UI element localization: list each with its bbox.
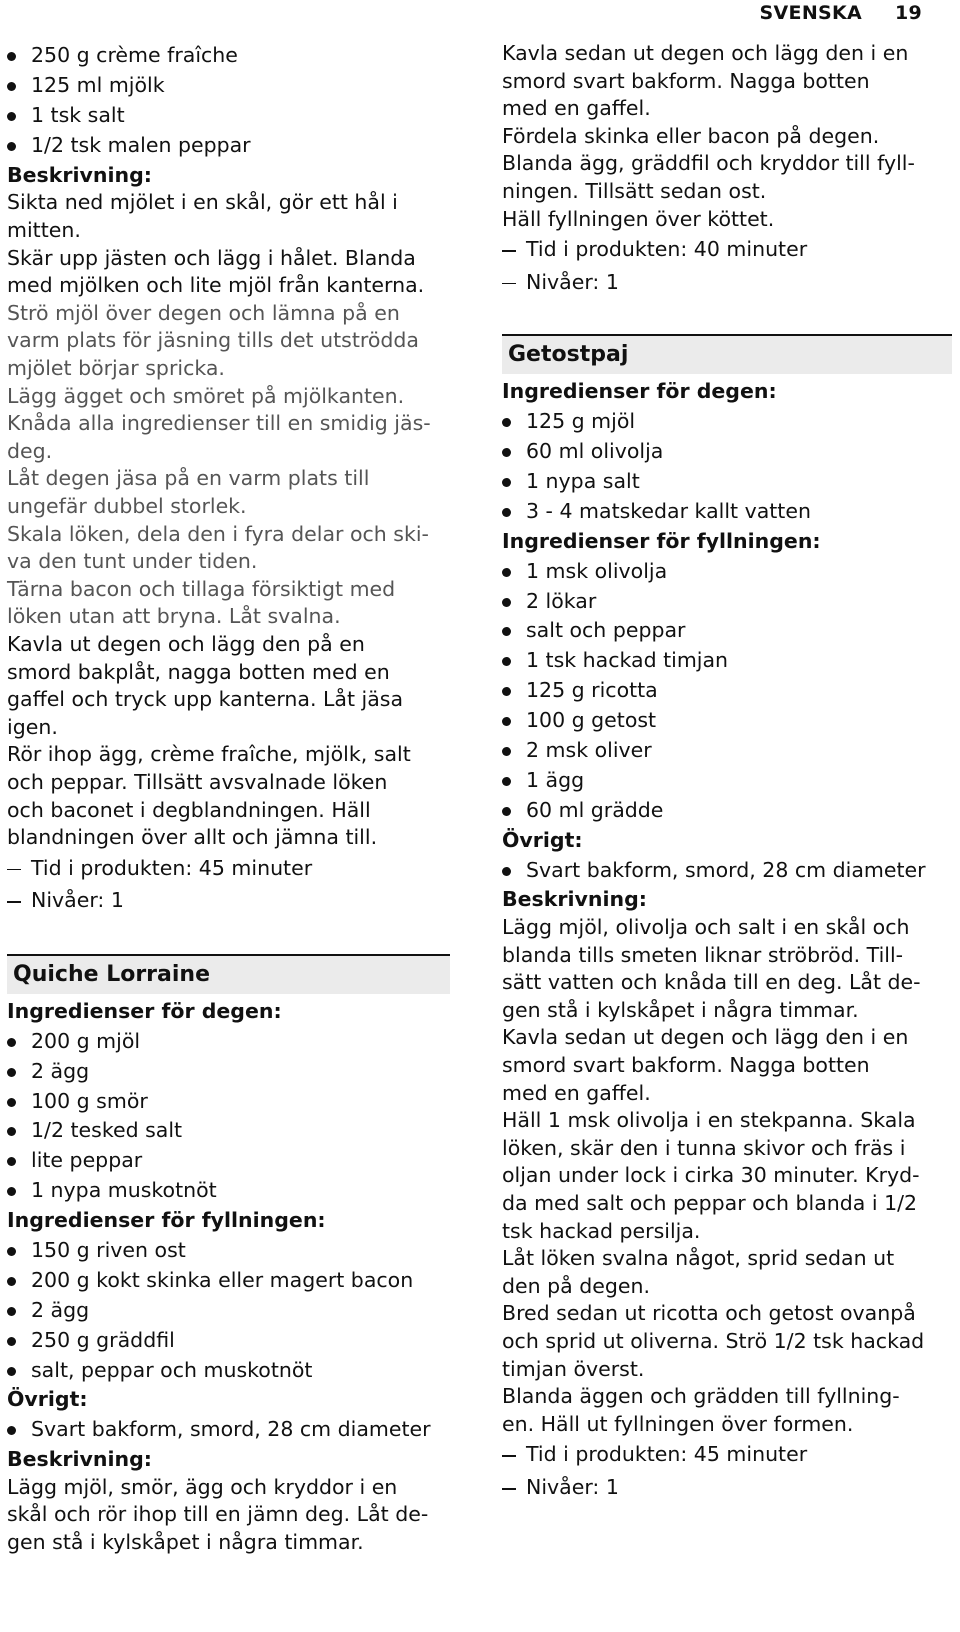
description-text — [7, 189, 450, 851]
text-line: va den tunt under tiden. — [7, 549, 258, 574]
time-info: Tid i produkten: 45 minuter — [7, 855, 450, 883]
text-line: och peppar. Tillsätt avsvalnade löken — [7, 769, 388, 794]
text-line: deg. — [7, 438, 53, 463]
list-item: 150 g riven ost — [7, 1237, 450, 1265]
text-line: med mjölken och lite mjöl från kanterna. — [7, 273, 425, 298]
text-line: blanda tills smeten liknar ströbröd. Till- — [502, 942, 904, 967]
text-line: Häll fyllningen över köttet. — [502, 206, 775, 231]
filling-ingredient-list — [502, 558, 952, 825]
text-line: löken utan att bryna. Låt svalna. — [7, 604, 341, 629]
text-line: blandningen över allt och jämna till. — [7, 825, 378, 850]
text-line: Låt löken svalna något, sprid sedan ut — [502, 1246, 895, 1271]
list-item: 250 g gräddfil — [7, 1327, 450, 1355]
text-line: tsk hackad persilja. — [502, 1218, 701, 1243]
text-line: ningen. Tillsätt sedan ost. — [502, 178, 767, 203]
text-line: da med salt och peppar och blanda i 1/2 — [502, 1191, 918, 1216]
list-item: 100 g getost — [502, 707, 952, 735]
filling-ingredients-heading: Ingredienser för fyllningen: — [502, 528, 821, 553]
list-item: salt, peppar och muskotnöt — [7, 1357, 450, 1385]
text-line: med en gaffel. — [502, 1080, 651, 1105]
list-item: 1 msk olivolja — [502, 558, 952, 586]
description-heading: Beskrivning: — [502, 887, 647, 912]
text-line: smord svart bakform. Nagga botten — [502, 68, 870, 93]
list-item: 2 msk oliver — [502, 737, 952, 765]
other-heading: Övrigt: — [502, 827, 583, 852]
text-line: Kavla ut degen och lägg den på en — [7, 631, 365, 656]
list-item: 250 g crème fraîche — [7, 42, 450, 70]
text-line: Blanda äggen och grädden till fyllning- — [502, 1384, 900, 1409]
ingredient-list — [7, 42, 450, 159]
text-line: gen stå i kylskåpet i några timmar. — [502, 997, 859, 1022]
time-info: Tid i produkten: 45 minuter — [502, 1441, 952, 1469]
filling-ingredient-list — [7, 1237, 450, 1384]
list-item: 1/2 tsk malen peppar — [7, 132, 450, 160]
description-heading: Beskrivning: — [7, 162, 152, 187]
filling-ingredients-heading: Ingredienser för fyllningen: — [7, 1208, 326, 1233]
text-line: Blanda ägg, gräddfil och kryddor till fyll- — [502, 151, 915, 176]
text-line: Kavla sedan ut degen och lägg den i en — [502, 41, 909, 65]
text-line: Lägg mjöl, smör, ägg och kryddor i en — [7, 1474, 398, 1499]
text-line: Häll 1 msk olivolja i en stekpanna. Skala — [502, 1108, 916, 1133]
list-item: 60 ml olivolja — [502, 438, 952, 466]
time-info: Tid i produkten: 40 minuter — [502, 236, 952, 264]
list-item: Svart bakform, smord, 28 cm diameter — [7, 1416, 450, 1444]
text-line: Skär upp jästen och lägg i hålet. Blanda — [7, 245, 416, 270]
list-item: 1 nypa salt — [502, 468, 952, 496]
level-info: Nivåer: 1 — [502, 1474, 952, 1502]
page-header — [760, 2, 922, 24]
text-line: Lägg mjöl, olivolja och salt i en skål och — [502, 915, 910, 940]
description-heading: Beskrivning: — [7, 1447, 152, 1472]
page-number: 19 — [894, 2, 922, 24]
level-info: Nivåer: 1 — [7, 887, 450, 915]
description-text — [502, 40, 952, 233]
text-line: gen stå i kylskåpet i några timmar. — [7, 1530, 364, 1555]
text-line: ungefär dubbel storlek. — [7, 493, 247, 518]
text-line: oljan under lock i cirka 30 minuter. Kryd- — [502, 1163, 920, 1188]
description-text — [7, 1474, 450, 1557]
text-line: Bred sedan ut ricotta och getost ovanpå — [502, 1301, 916, 1326]
text-line: sätt vatten och knåda till en deg. Låt de- — [502, 970, 921, 995]
language-label: SVENSKA — [759, 2, 863, 24]
list-item: 200 g kokt skinka eller magert bacon — [7, 1267, 450, 1295]
text-line: varm plats för jäsning tills det utströdda — [7, 328, 419, 353]
text-line: Lägg ägget och smöret på mjölkanten. — [7, 383, 405, 408]
list-item: 125 g ricotta — [502, 677, 952, 705]
text-line: Tärna bacon och tillaga försiktigt med — [7, 576, 396, 601]
right-column — [502, 40, 952, 1507]
list-item: 60 ml grädde — [502, 797, 952, 825]
text-line: timjan överst. — [502, 1356, 645, 1381]
text-line: Sikta ned mjölet i en skål, gör ett hål i — [7, 190, 398, 215]
list-item: 2 lökar — [502, 588, 952, 616]
list-item: 1/2 tesked salt — [7, 1117, 450, 1145]
list-item: 1 tsk salt — [7, 102, 450, 130]
dough-ingredient-list — [7, 1028, 450, 1205]
list-item: 100 g smör — [7, 1088, 450, 1116]
text-line: en. Häll ut fyllningen över formen. — [502, 1411, 854, 1436]
text-line: Skala löken, dela den i fyra delar och ski- — [7, 521, 429, 546]
text-line: mitten. — [7, 218, 81, 243]
text-line: Låt degen jäsa på en varm plats till — [7, 466, 370, 491]
text-line: gaffel och tryck upp kanterna. Låt jäsa — [7, 687, 404, 712]
text-line: mjölet börjar spricka. — [7, 356, 225, 381]
text-line: Fördela skinka eller bacon på degen. — [502, 123, 880, 148]
text-line: Kavla sedan ut degen och lägg den i en — [502, 1025, 909, 1050]
list-item: 125 ml mjölk — [7, 72, 450, 100]
list-item: salt och peppar — [502, 617, 952, 645]
text-line: smord bakplåt, nagga botten med en — [7, 659, 390, 684]
other-heading: Övrigt: — [7, 1387, 88, 1412]
text-line: Knåda alla ingredienser till en smidig jäs- — [7, 411, 431, 436]
recipe-title-getostpaj: Getostpaj — [502, 334, 952, 374]
recipe-title-quiche-lorraine: Quiche Lorraine — [7, 954, 450, 994]
list-item: 2 ägg — [7, 1297, 450, 1325]
list-item: 1 ägg — [502, 767, 952, 795]
dough-ingredient-list — [502, 408, 952, 525]
list-item: Svart bakform, smord, 28 cm diameter — [502, 857, 952, 885]
text-line: den på degen. — [502, 1273, 650, 1298]
dough-ingredients-heading: Ingredienser för degen: — [502, 379, 777, 404]
list-item: 3 - 4 matskedar kallt vatten — [502, 498, 952, 526]
list-item: 125 g mjöl — [502, 408, 952, 436]
text-line: igen. — [7, 714, 58, 739]
text-line: Strö mjöl över degen och lämna på en — [7, 300, 400, 325]
list-item: 200 g mjöl — [7, 1028, 450, 1056]
list-item: 1 tsk hackad timjan — [502, 647, 952, 675]
text-line: med en gaffel. — [502, 96, 651, 121]
text-line: och sprid ut oliverna. Strö 1/2 tsk hackad — [502, 1328, 925, 1353]
text-line: och baconet i degblandningen. Häll — [7, 797, 371, 822]
text-line: smord svart bakform. Nagga botten — [502, 1053, 870, 1078]
text-line: löken, skär den i tunna skivor och fräs i — [502, 1135, 906, 1160]
text-line: Rör ihop ägg, crème fraîche, mjölk, salt — [7, 742, 411, 767]
list-item: 1 nypa muskotnöt — [7, 1177, 450, 1205]
description-text — [502, 914, 952, 1438]
dough-ingredients-heading: Ingredienser för degen: — [7, 998, 282, 1023]
list-item: lite peppar — [7, 1147, 450, 1175]
level-info: Nivåer: 1 — [502, 269, 952, 297]
list-item: 2 ägg — [7, 1058, 450, 1086]
text-line: skål och rör ihop till en jämn deg. Låt de- — [7, 1502, 429, 1527]
left-column — [7, 40, 450, 1557]
